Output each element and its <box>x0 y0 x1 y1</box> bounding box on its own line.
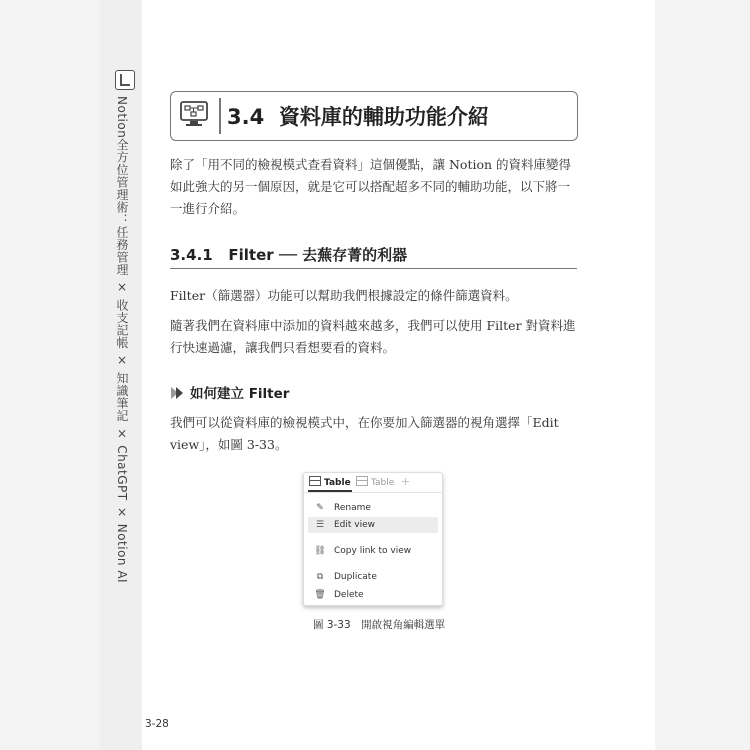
how-to-paragraph: 我們可以從資料庫的檢視模式中，在你要加入篩選器的視角選擇「Edit view」，如圖 3-33。 <box>170 415 559 452</box>
subsection-number: 3.4.1 <box>170 246 213 264</box>
section-title-text: 資料庫的輔助功能介紹 <box>278 105 489 129</box>
how-to-heading-text: 如何建立 Filter <box>190 386 290 402</box>
view-options-menu <box>303 472 443 606</box>
menu-item-copy-link[interactable]: ⛓ Copy link to view <box>308 543 438 559</box>
menu-item-rename[interactable]: ✎ Rename <box>308 500 438 516</box>
edit-icon: ✎ <box>316 503 324 513</box>
double-chevron-icon <box>170 386 186 400</box>
book-title: Notion全方位管理術：任務管理 × 收支記帳 × 知識筆記 × ChatGPT × Notion AI <box>115 96 129 584</box>
chapter-tab-icon <box>115 70 135 90</box>
trash-icon: 🗑 <box>314 590 326 600</box>
filter-paragraph-1: Filter（篩選器）功能可以幫助我們根據設定的條件篩選資料。 <box>170 288 518 303</box>
tab-label: Table <box>371 478 395 488</box>
sliders-icon: ☰ <box>315 520 325 530</box>
menu-item-edit-view[interactable]: ☰ Edit view <box>308 517 438 533</box>
how-to-heading <box>170 382 289 402</box>
link-icon: ⛓ <box>314 546 326 556</box>
section-number: 3.4 <box>227 105 265 129</box>
table-icon <box>356 476 368 486</box>
duplicate-icon: ⧉ <box>316 572 324 582</box>
table-icon <box>309 476 321 486</box>
subsection-heading <box>170 244 577 269</box>
section-title-box <box>170 91 578 141</box>
tab-label: Table <box>324 478 351 488</box>
section-title <box>227 101 489 131</box>
filter-paragraph-2: 隨著我們在資料庫中添加的資料越來越多，我們可以使用 Filter 對資料進行快速過濾，讓我們只看想要看的資料。 <box>170 318 576 355</box>
view-tabs <box>304 473 442 493</box>
active-tab-underline <box>308 490 352 492</box>
menu-item-delete[interactable]: 🗑 Delete <box>308 587 438 603</box>
tab-table-active[interactable] <box>309 476 351 489</box>
title-divider <box>219 98 221 134</box>
tab-table-inactive[interactable] <box>356 476 394 489</box>
intro-paragraph: 除了「用不同的檢視模式查看資料」這個優點，讓 Notion 的資料庫變得如此強大的另一個原因，就是它可以搭配超多不同的輔助功能，以下將一一進行介紹。 <box>170 157 572 216</box>
monitor-diagram-icon <box>179 100 209 128</box>
figure-caption: 圖 3-33 開啟視角編輯選單 <box>313 619 446 631</box>
subsection-title: Filter ── 去蕪存菁的利器 <box>228 246 408 264</box>
menu-item-duplicate[interactable]: ⧉ Duplicate <box>308 569 438 585</box>
page-number: 3-28 <box>145 718 169 730</box>
add-view-icon[interactable]: + <box>401 475 411 488</box>
